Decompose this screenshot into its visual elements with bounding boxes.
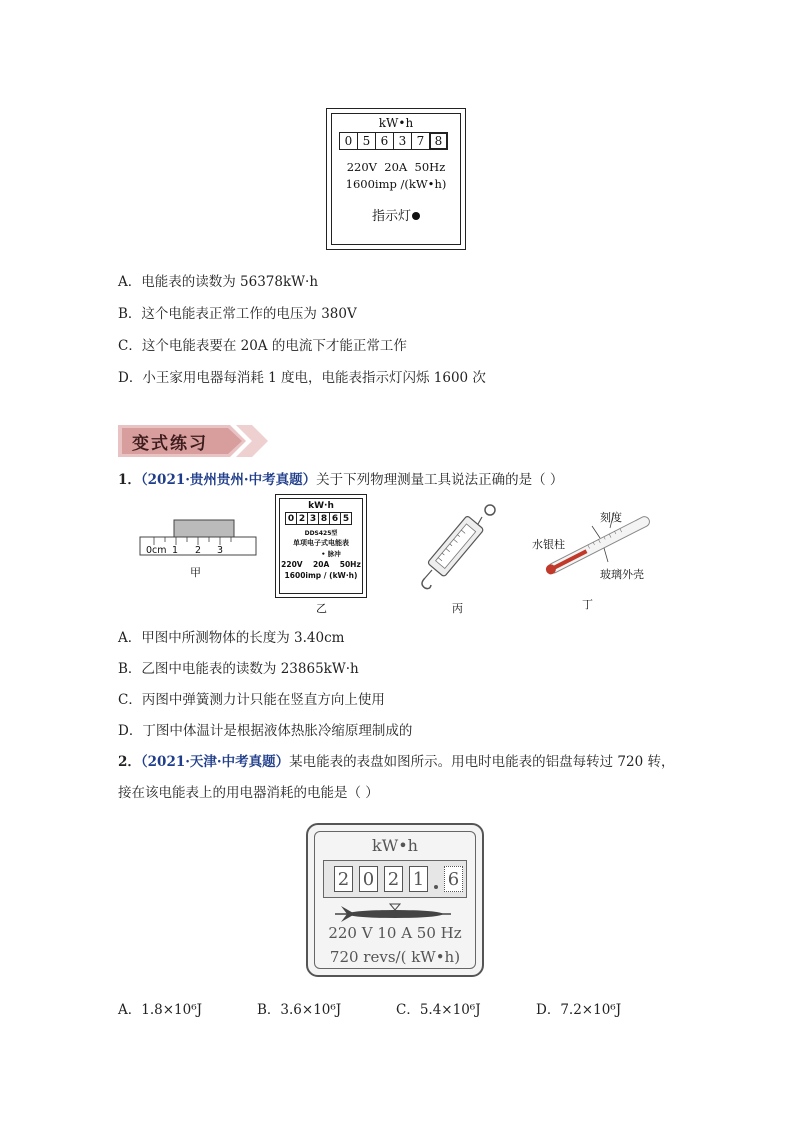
- meter-digit-decimal: 6: [444, 866, 463, 892]
- electric-meter-figure-2: [275, 494, 367, 598]
- electric-meter-figure: [326, 108, 466, 250]
- q2-option-d: D．7.2×10⁶J: [536, 1002, 622, 1018]
- decimal-point-icon: [434, 885, 438, 889]
- section-title: 变式练习: [132, 434, 208, 454]
- q1-option-b: B．乙图中电能表的读数为 23865kW·h: [118, 661, 359, 677]
- meter-digit: 5: [357, 132, 376, 150]
- meter-unit: kW·h: [308, 501, 334, 511]
- option-c: C．这个电能表要在 20A 的电流下才能正常工作: [118, 338, 407, 354]
- meter-spec: 220V 20A 50Hz: [346, 160, 446, 174]
- q2-option-a: A．1.8×10⁶J: [118, 1002, 203, 1018]
- question-2-stem-line2: 接在该电能表上的用电器消耗的电能是（ ）: [118, 785, 379, 801]
- option-d: D．小王家用电器每消耗 1 度电，电能表指示灯闪烁 1600 次: [118, 370, 486, 386]
- meter-digit-decimal: 5: [340, 512, 352, 525]
- question-2-stem: [118, 750, 675, 770]
- meter-digit: 0: [339, 132, 358, 150]
- spring-scale-figure: [410, 500, 500, 595]
- meter-model: DDS425型: [304, 530, 338, 537]
- section-header: [118, 423, 268, 459]
- meter-unit: kW•h: [378, 116, 414, 130]
- question-text: 某电能表的表盘如图所示。用电时电能表的铝盘每转过 720 转，: [289, 754, 675, 770]
- meter-digit: 1: [409, 866, 428, 892]
- meter-digit: 6: [375, 132, 394, 150]
- meter-spec: 220V 20A 50Hz: [281, 560, 361, 569]
- option-a: A．电能表的读数为 56378kW·h: [118, 274, 319, 290]
- figure-caption-yi: 乙: [316, 602, 327, 615]
- meter-digit: 3: [393, 132, 412, 150]
- meter-digits: [339, 132, 460, 150]
- question-number: 2．: [118, 754, 141, 770]
- meter-digit: 6: [329, 512, 341, 525]
- electric-meter-figure-3: [306, 823, 484, 977]
- question-source: （2021·天津·中考真题）: [140, 754, 290, 770]
- label-mercury: 水银柱: [532, 538, 565, 551]
- meter-imp: 1600imp /(kW•h): [345, 177, 447, 191]
- figure-caption-bing: 丙: [452, 602, 463, 615]
- spring-scale-icon: [410, 500, 500, 595]
- label-scale: 刻度: [600, 511, 622, 524]
- label-glass: 玻璃外壳: [600, 568, 644, 581]
- meter-digit: 0: [285, 512, 297, 525]
- meter-imp: 1600imp / (kW·h): [284, 571, 358, 580]
- meter-digit: 2: [334, 866, 353, 892]
- ruler-figure: [138, 518, 258, 560]
- indicator-dot-icon: [412, 212, 420, 220]
- meter-name: 单项电子式电能表: [293, 539, 349, 547]
- meter-unit: kW•h: [372, 836, 418, 855]
- meter-digit: 8: [318, 512, 330, 525]
- figure-caption-jia: 甲: [190, 566, 201, 579]
- meter-digit: 0: [359, 866, 378, 892]
- ruler-label: 3: [217, 545, 224, 556]
- meter-spec: 220 V 10 A 50 Hz: [328, 924, 462, 942]
- ruler-label: 0cm: [146, 545, 167, 556]
- meter-digit: 2: [296, 512, 308, 525]
- option-b: B．这个电能表正常工作的电压为 380V: [118, 306, 357, 322]
- q1-option-d: D．丁图中体温计是根据液体热胀冷缩原理制成的: [118, 723, 413, 739]
- meter-digit: 3: [307, 512, 319, 525]
- question-source: （2021·贵州贵州·中考真题）: [140, 472, 317, 488]
- ruler-label: 2: [195, 545, 202, 556]
- meter-digits: [285, 512, 362, 525]
- disk-arrow-icon: [335, 902, 455, 922]
- q2-option-c: C．5.4×10⁶J: [396, 1002, 481, 1018]
- meter-window: [323, 860, 467, 898]
- question-1-stem: [118, 468, 563, 488]
- meter-revs: 720 revs/( kW•h): [329, 948, 461, 966]
- q1-option-c: C．丙图中弹簧测力计只能在竖直方向上使用: [118, 692, 385, 708]
- q2-option-b: B．3.6×10⁶J: [257, 1002, 342, 1018]
- meter-pulse: • 脉冲: [321, 550, 341, 558]
- question-text: 关于下列物理测量工具说法正确的是（ ）: [316, 472, 564, 488]
- meter-digits: [334, 866, 463, 892]
- question-number: 1．: [118, 472, 141, 488]
- q1-option-a: A．甲图中所测物体的长度为 3.40cm: [118, 630, 345, 646]
- indicator-label: 指示灯: [371, 209, 411, 224]
- figure-caption-ding: 丁: [582, 598, 593, 611]
- ruler-label: 1: [172, 545, 179, 556]
- meter-digit-decimal: 8: [429, 132, 448, 150]
- meter-digit: 7: [411, 132, 430, 150]
- meter-digit: 2: [384, 866, 403, 892]
